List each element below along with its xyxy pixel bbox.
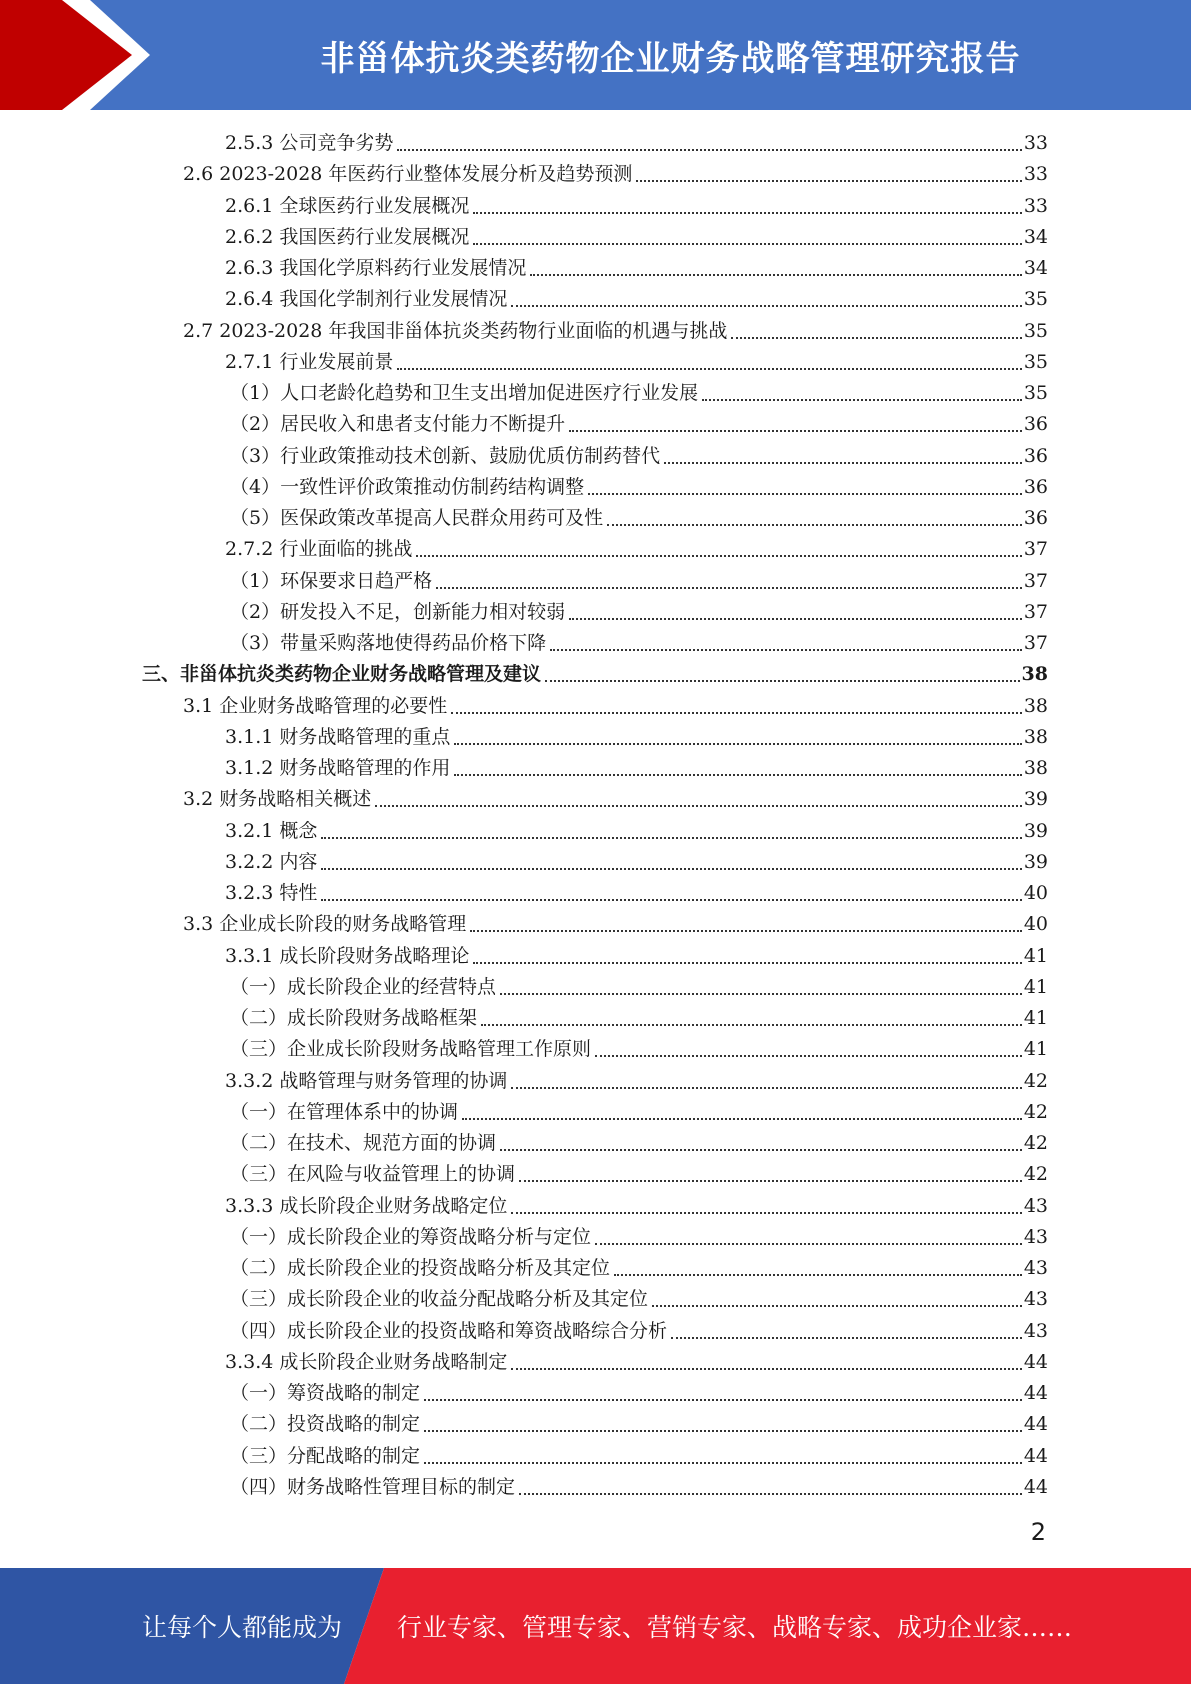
toc-dot-leader [702, 399, 1022, 401]
toc-dot-leader [671, 1337, 1022, 1339]
toc-entry-page: 43 [1023, 1319, 1048, 1342]
toc-entry-page: 42 [1023, 1069, 1048, 1092]
toc-entry-label: （2）居民收入和患者支付能力不断提升 [230, 413, 566, 436]
toc-entry[interactable] [230, 1253, 1048, 1284]
toc-dot-leader [500, 993, 1022, 995]
toc-entry-page: 33 [1023, 163, 1048, 186]
toc-entry[interactable] [225, 347, 1048, 378]
toc-entry-label: 3.1.2 财务战略管理的作用 [225, 757, 451, 779]
toc-entry-page: 43 [1023, 1257, 1048, 1279]
toc-entry-label: 3.3.1 成长阶段财务战略理论 [225, 944, 470, 967]
toc-entry-label: 三、非甾体抗炎类药物企业财务战略管理及建议 [142, 663, 542, 686]
toc-entry-label: （一）在管理体系中的协调 [230, 1100, 459, 1123]
toc-entry-page: 34 [1023, 225, 1048, 248]
toc-entry[interactable] [230, 1378, 1048, 1409]
toc-entry-page: 44 [1023, 1413, 1048, 1436]
toc-entry-label: 2.5.3 公司竞争劣势 [225, 132, 394, 154]
toc-entry-label: （三）成长阶段企业的收益分配战略分析及其定位 [230, 1288, 649, 1311]
toc-entry[interactable] [225, 1191, 1048, 1222]
toc-entry[interactable] [230, 1128, 1048, 1159]
toc-entry-page: 35 [1023, 288, 1048, 311]
toc-dot-leader [321, 868, 1021, 870]
toc-dot-leader [416, 555, 1021, 557]
toc-entry[interactable] [230, 503, 1048, 534]
toc-entry-label: 3.1.1 财务战略管理的重点 [225, 725, 451, 748]
toc-entry-page: 42 [1023, 1132, 1048, 1154]
toc-entry[interactable] [230, 1034, 1048, 1065]
toc-dot-leader [530, 274, 1021, 276]
toc-entry-label: （二）在技术、规范方面的协调 [230, 1132, 497, 1154]
toc-dot-leader [588, 493, 1022, 495]
toc-dot-leader [436, 587, 1022, 589]
toc-dot-leader [397, 368, 1021, 370]
footer-banner [0, 1568, 1191, 1684]
toc-entry[interactable] [230, 409, 1048, 440]
toc-entry-page: 35 [1023, 350, 1048, 373]
toc-entry-page: 37 [1023, 600, 1048, 623]
toc-entry-label: （三）分配战略的制定 [230, 1444, 421, 1467]
toc-entry[interactable] [225, 191, 1048, 222]
toc-entry-page: 41 [1023, 944, 1048, 967]
toc-entry-page: 39 [1023, 850, 1048, 873]
toc-entry-label: （二）成长阶段企业的投资战略分析及其定位 [230, 1257, 611, 1279]
toc-dot-leader [473, 243, 1021, 245]
toc-entry[interactable] [230, 1472, 1048, 1503]
toc-dot-leader [321, 899, 1021, 901]
toc-entry[interactable] [230, 378, 1048, 409]
toc-dot-leader [470, 930, 1022, 932]
toc-entry-label: 2.7.2 行业面临的挑战 [225, 538, 413, 561]
toc-entry-label: （三）企业成长阶段财务战略管理工作原则 [230, 1038, 592, 1061]
toc-entry-label: （二）投资战略的制定 [230, 1413, 421, 1436]
toc-entry[interactable] [183, 159, 1048, 190]
toc-entry-page: 38 [1023, 694, 1048, 717]
toc-dot-leader [454, 743, 1021, 745]
toc-entry[interactable] [225, 878, 1048, 909]
toc-entry-page: 41 [1023, 975, 1048, 998]
toc-entry-label: （一）成长阶段企业的经营特点 [230, 975, 497, 998]
toc-entry-label: 2.6 2023-2028 年医药行业整体发展分析及趋势预测 [183, 163, 633, 186]
toc-entry[interactable] [183, 909, 1048, 940]
toc-entry-page: 36 [1023, 475, 1048, 498]
toc-entry-label: （2）研发投入不足，创新能力相对较弱 [230, 600, 566, 623]
toc-dot-leader [424, 1462, 1022, 1464]
toc-entry[interactable] [230, 1159, 1048, 1190]
toc-entry-page: 40 [1023, 913, 1048, 936]
toc-entry-page: 37 [1023, 569, 1048, 592]
toc-entry-page: 39 [1023, 819, 1048, 842]
toc-dot-leader [664, 462, 1022, 464]
toc-entry-page: 33 [1023, 132, 1048, 154]
toc-entry[interactable] [225, 847, 1048, 878]
toc-dot-leader [511, 1368, 1021, 1370]
toc-entry[interactable] [230, 1003, 1048, 1034]
toc-entry[interactable] [183, 316, 1048, 347]
toc-entry-page: 38 [1021, 663, 1048, 686]
toc-entry-label: 2.7.1 行业发展前景 [225, 350, 394, 373]
toc-entry-label: （1）人口老龄化趋势和卫生支出增加促进医疗行业发展 [230, 382, 699, 404]
toc-entry[interactable] [230, 1284, 1048, 1315]
toc-dot-leader [481, 1024, 1022, 1026]
toc-entry-label: （四）成长阶段企业的投资战略和筹资战略综合分析 [230, 1319, 668, 1342]
toc-dot-leader [550, 649, 1022, 651]
toc-dot-leader [462, 1118, 1022, 1120]
toc-entry[interactable] [225, 753, 1048, 784]
toc-entry-label: 3.2.1 概念 [225, 819, 318, 842]
toc-entry[interactable] [230, 441, 1048, 472]
toc-entry-label: （四）财务战略性管理目标的制定 [230, 1475, 516, 1498]
toc-entry-label: （3）行业政策推动技术创新、鼓励优质仿制药替代 [230, 444, 661, 467]
toc-entry[interactable] [225, 1066, 1048, 1097]
toc-entry-label: 3.2.2 内容 [225, 850, 318, 873]
toc-entry-label: 3.3 企业成长阶段的财务战略管理 [183, 913, 467, 936]
toc-dot-leader [321, 837, 1021, 839]
toc-entry[interactable] [225, 534, 1048, 565]
toc-entry[interactable] [225, 222, 1048, 253]
toc-entry-label: 3.3.2 战略管理与财务管理的协调 [225, 1069, 508, 1092]
toc-dot-leader [424, 1430, 1022, 1432]
toc-entry[interactable] [225, 816, 1048, 847]
toc-dot-leader [519, 1493, 1022, 1495]
toc-entry-label: 3.2.3 特性 [225, 882, 318, 904]
toc-entry-label: （一）成长阶段企业的筹资战略分析与定位 [230, 1225, 592, 1248]
toc-entry[interactable] [183, 691, 1048, 722]
toc-dot-leader [375, 805, 1022, 807]
toc-dot-leader [569, 618, 1022, 620]
toc-entry[interactable] [230, 972, 1048, 1003]
toc-entry-page: 42 [1023, 1100, 1048, 1123]
toc-entry-label: （二）成长阶段财务战略框架 [230, 1007, 478, 1029]
toc-dot-leader [731, 337, 1021, 339]
toc-entry-label: 2.6.1 全球医药行业发展概况 [225, 194, 470, 217]
toc-entry-label: 2.7 2023-2028 年我国非甾体抗炎类药物行业面临的机遇与挑战 [183, 319, 728, 342]
toc-entry[interactable] [230, 1409, 1048, 1440]
toc-dot-leader [424, 1399, 1022, 1401]
toc-entry-label: （三）在风险与收益管理上的协调 [230, 1163, 516, 1186]
toc-dot-leader [511, 305, 1021, 307]
toc-dot-leader [595, 1243, 1022, 1245]
toc-entry-page: 38 [1023, 725, 1048, 748]
toc-dot-leader [607, 524, 1022, 526]
toc-entry-page: 34 [1023, 257, 1048, 279]
toc-entry-page: 35 [1023, 382, 1048, 404]
toc-entry[interactable] [230, 566, 1048, 597]
toc-entry[interactable] [230, 1441, 1048, 1472]
toc-entry[interactable] [230, 472, 1048, 503]
toc-entry[interactable] [230, 1097, 1048, 1128]
page-number: 2 [1030, 1518, 1046, 1546]
toc-entry-label: （一）筹资战略的制定 [230, 1382, 421, 1404]
toc-entry-label: 3.3.3 成长阶段企业财务战略定位 [225, 1194, 508, 1217]
toc-entry[interactable] [142, 659, 1048, 690]
toc-entry[interactable] [230, 1316, 1048, 1347]
toc-dot-leader [500, 1149, 1022, 1151]
footer-slogan-right: 行业专家、管理专家、营销专家、战略专家、成功企业家…… [397, 1613, 1073, 1642]
toc-entry-page: 36 [1023, 444, 1048, 467]
toc-entry-page: 33 [1023, 194, 1048, 217]
toc-entry-page: 39 [1023, 788, 1048, 811]
toc-dot-leader [454, 774, 1021, 776]
toc-entry[interactable] [183, 784, 1048, 815]
toc-entry-label: 2.6.3 我国化学原料药行业发展情况 [225, 257, 527, 279]
toc-entry-label: （5）医保政策改革提高人民群众用药可及性 [230, 507, 604, 529]
toc-entry-page: 38 [1023, 757, 1048, 779]
toc-dot-leader [614, 1274, 1022, 1276]
toc-dot-leader [652, 1305, 1022, 1307]
toc-entry-label: 3.3.4 成长阶段企业财务战略制定 [225, 1350, 508, 1373]
toc-entry-label: （1）环保要求日趋严格 [230, 569, 433, 592]
header-banner [0, 0, 1191, 110]
toc-entry-page: 44 [1023, 1350, 1048, 1373]
report-title: 非甾体抗炎类药物企业财务战略管理研究报告 [320, 38, 1021, 79]
toc-entry-label: （4）一致性评价政策推动仿制药结构调整 [230, 475, 585, 498]
toc-entry-page: 35 [1023, 319, 1048, 342]
toc-entry-page: 42 [1023, 1163, 1048, 1186]
toc-entry[interactable] [225, 253, 1048, 284]
toc-dot-leader [595, 1055, 1022, 1057]
toc-entry[interactable] [225, 941, 1048, 972]
toc-entry-page: 44 [1023, 1382, 1048, 1404]
toc-entry[interactable] [230, 1222, 1048, 1253]
toc-dot-leader [519, 1180, 1022, 1182]
toc-entry-page: 41 [1023, 1007, 1048, 1029]
toc-dot-leader [636, 180, 1021, 182]
toc-entry-label: 2.6.4 我国化学制剂行业发展情况 [225, 288, 508, 311]
toc-dot-leader [397, 149, 1021, 151]
toc-dot-leader [545, 680, 1020, 682]
toc-entry-page: 40 [1023, 882, 1048, 904]
toc-entry[interactable] [230, 597, 1048, 628]
toc-entry-page: 37 [1023, 538, 1048, 561]
toc-entry[interactable] [225, 128, 1048, 159]
toc-dot-leader [511, 1087, 1021, 1089]
toc-dot-leader [451, 712, 1022, 714]
toc-dot-leader [569, 430, 1022, 432]
toc-entry-label: 2.6.2 我国医药行业发展概况 [225, 225, 470, 248]
toc-dot-leader [473, 212, 1021, 214]
toc-entry-label: 3.1 企业财务战略管理的必要性 [183, 694, 448, 717]
toc-entry-page: 37 [1023, 632, 1048, 654]
toc-entry[interactable] [225, 284, 1048, 315]
toc-entry[interactable] [225, 1347, 1048, 1378]
toc-entry[interactable] [230, 628, 1048, 659]
toc-entry-page: 41 [1023, 1038, 1048, 1061]
toc-entry[interactable] [225, 722, 1048, 753]
toc-dot-leader [473, 962, 1021, 964]
toc-entry-page: 44 [1023, 1475, 1048, 1498]
toc-dot-leader [511, 1212, 1021, 1214]
toc-entry-label: （3）带量采购落地使得药品价格下降 [230, 632, 547, 654]
toc-entry-page: 43 [1023, 1225, 1048, 1248]
toc-entry-page: 36 [1023, 413, 1048, 436]
toc-entry-page: 36 [1023, 507, 1048, 529]
toc-entry-page: 44 [1023, 1444, 1048, 1467]
footer-slogan-left: 让每个人都能成为 [142, 1613, 343, 1642]
toc-entry-label: 3.2 财务战略相关概述 [183, 788, 372, 811]
toc-entry-page: 43 [1023, 1288, 1048, 1311]
toc-entry-page: 43 [1023, 1194, 1048, 1217]
